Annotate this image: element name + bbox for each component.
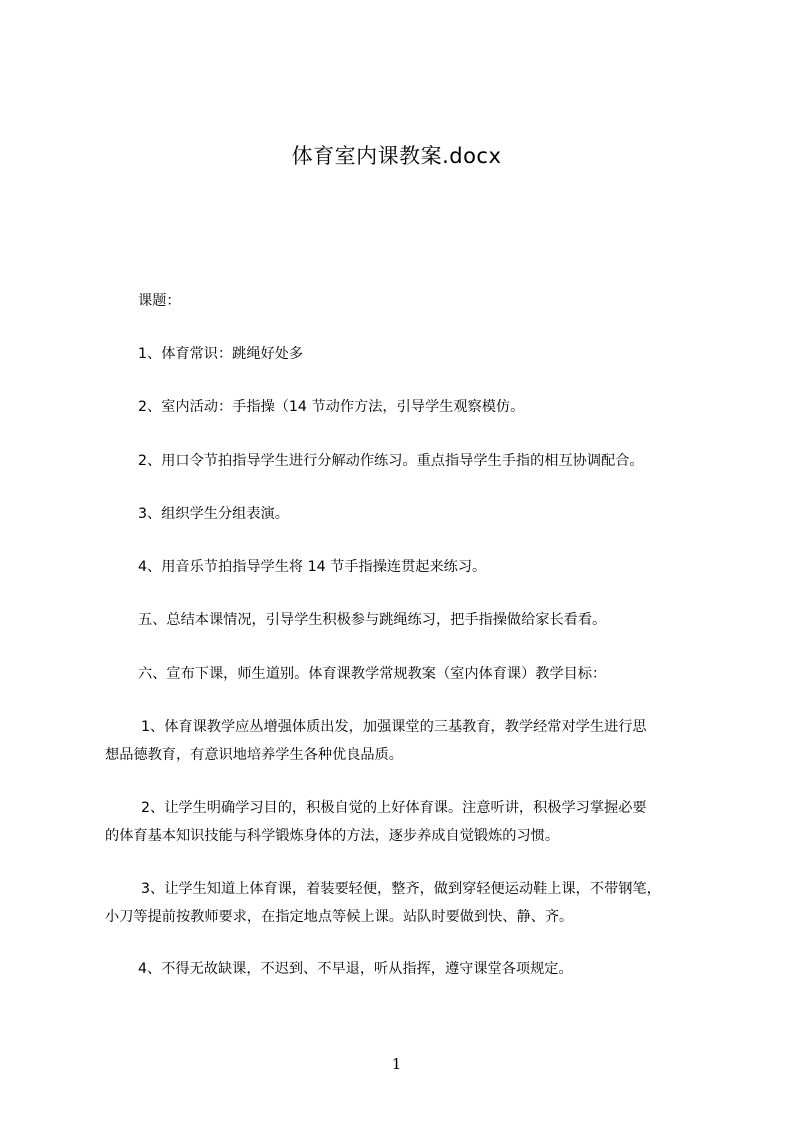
paragraph-item: 五、总结本课情况，引导学生积极参与跳绳练习，把手指操做给家长看看。 — [138, 612, 607, 628]
paragraph-item: 2、用口令节拍指导学生进行分解动作练习。重点指导学生手指的相互协调配合。 — [138, 453, 644, 469]
paragraph-item: 4、不得无故缺课，不迟到、不早退，听从指挥，遵守课堂各项规定。 — [138, 961, 573, 977]
paragraph-line: 1、体育课教学应丛增强体质出发，加强课堂的三基教育，教学经常对学生进行思 — [141, 719, 647, 735]
paragraph-item: 4、用音乐节拍指导学生将 14 节手指操连贯起来练习。 — [138, 559, 487, 575]
paragraph-line: 2、让学生明确学习目的，积极自觉的上好体育课。注意听讲，积极学习掌握必要 — [141, 800, 647, 816]
paragraph-item: 六、宣布下课，师生道别。体育课教学常规教案（室内体育课）教学目标： — [138, 666, 607, 682]
paragraph-item: 3、组织学生分组表演。 — [138, 506, 289, 522]
paragraph-line: 3、让学生知道上体育课，着装要轻便，整齐，做到穿轻便运动鞋上课，不带钢笔， — [141, 881, 661, 897]
paragraph-wrapped — [105, 713, 720, 769]
paragraph-line: 的体育基本知识技能与科学锻炼身体的方法，逐步养成自觉锻炼的习惯。 — [105, 828, 560, 844]
paragraph-wrapped — [105, 794, 720, 850]
paragraph-wrapped — [105, 875, 720, 931]
page-number: 1 — [391, 1055, 402, 1073]
document-title: 体育室内课教案.docx — [291, 144, 502, 168]
paragraph-line: 想品德教育，有意识地培养学生各种优良品质。 — [105, 747, 403, 763]
paragraph-topic: 课题： — [138, 293, 181, 309]
paragraph-line: 小刀等提前按教师要求，在指定地点等候上课。站队时要做到快、静、齐。 — [105, 909, 574, 925]
paragraph-item: 1、体育常识：跳绳好处多 — [138, 346, 304, 362]
paragraph-item: 2、室内活动：手指操（14 节动作方法，引导学生观察模仿。 — [138, 399, 525, 415]
